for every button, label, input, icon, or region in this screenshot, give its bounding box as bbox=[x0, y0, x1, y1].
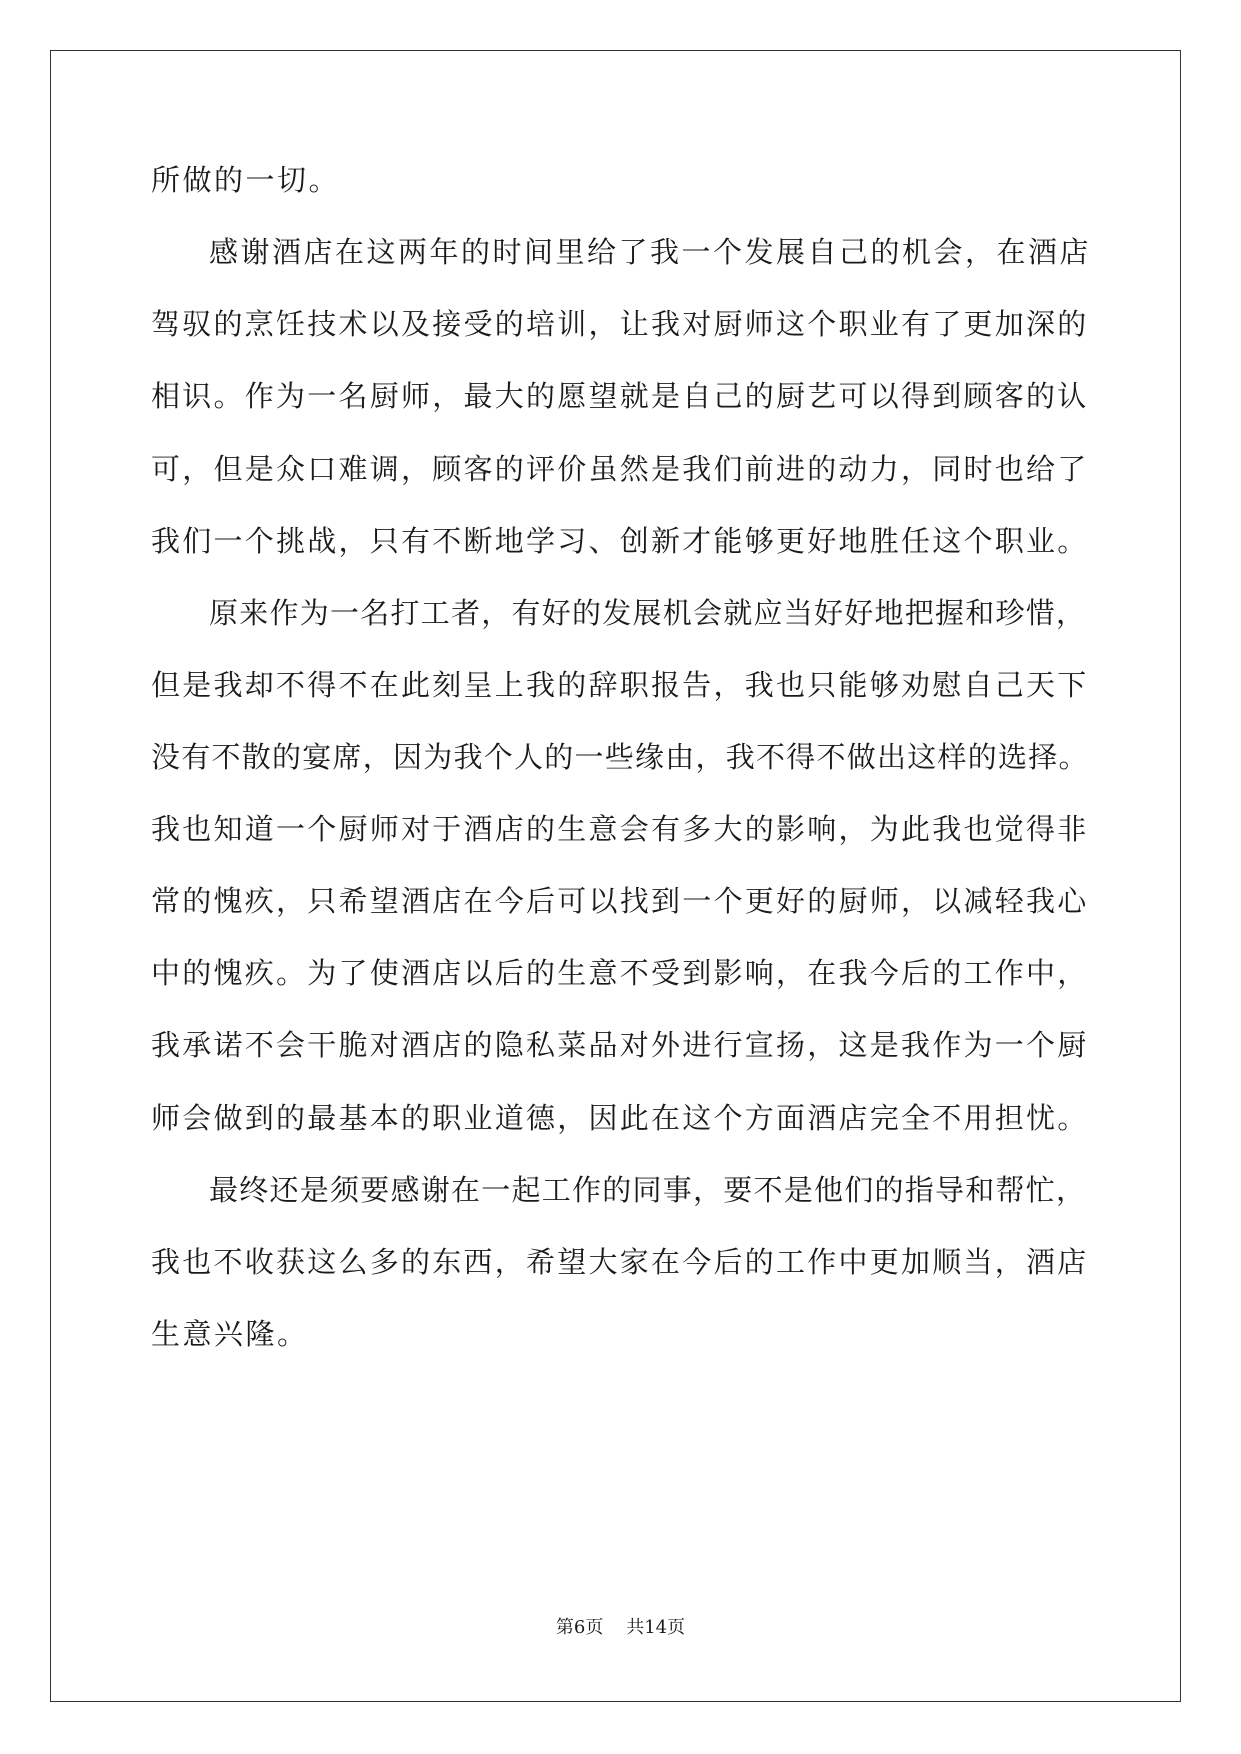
text-line: 我也不收获这么多的东西，希望大家在今后的工作中更加顺当，酒店 bbox=[151, 1245, 1089, 1279]
text-line: 常的愧疚，只希望酒店在今后可以找到一个更好的厨师，以减轻我心 bbox=[151, 884, 1089, 918]
text-line: 原来作为一名打工者，有好的发展机会就应当好好地把握和珍惜， bbox=[209, 596, 1087, 630]
text-line: 我们一个挑战，只有不断地学习、创新才能够更好地胜任这个职业。 bbox=[151, 524, 1089, 558]
text-line: 所做的一切。 bbox=[151, 163, 341, 197]
text-line: 相识。作为一名厨师，最大的愿望就是自己的厨艺可以得到顾客的认 bbox=[151, 379, 1089, 413]
page-total: 共14页 bbox=[626, 1617, 686, 1638]
text-line: 没有不散的宴席，因为我个人的一些缘由，我不得不做出这样的选择。 bbox=[151, 740, 1089, 774]
page-number: 第6页 bbox=[555, 1617, 604, 1638]
page-border bbox=[50, 50, 1181, 1702]
text-line: 师会做到的最基本的职业道德，因此在这个方面酒店完全不用担忧。 bbox=[151, 1101, 1089, 1135]
text-line: 最终还是须要感谢在一起工作的同事，要不是他们的指导和帮忙， bbox=[209, 1173, 1087, 1207]
footer-gap bbox=[603, 1617, 626, 1638]
text-line: 驾驭的烹饪技术以及接受的培训，让我对厨师这个职业有了更加深的 bbox=[151, 307, 1089, 341]
text-line: 感谢酒店在这两年的时间里给了我一个发展自己的机会，在酒店 bbox=[209, 235, 1092, 269]
text-line: 生意兴隆。 bbox=[151, 1317, 309, 1351]
text-line: 但是我却不得不在此刻呈上我的辞职报告，我也只能够劝慰自己天下 bbox=[151, 668, 1089, 702]
page-footer bbox=[0, 1616, 1241, 1640]
text-line: 中的愧疚。为了使酒店以后的生意不受到影响，在我今后的工作中， bbox=[151, 956, 1089, 990]
text-line: 我也知道一个厨师对于酒店的生意会有多大的影响，为此我也觉得非 bbox=[151, 812, 1089, 846]
text-line: 我承诺不会干脆对酒店的隐私菜品对外进行宣扬，这是我作为一个厨 bbox=[151, 1028, 1089, 1062]
text-line: 可，但是众口难调，顾客的评价虽然是我们前进的动力，同时也给了 bbox=[151, 452, 1089, 486]
